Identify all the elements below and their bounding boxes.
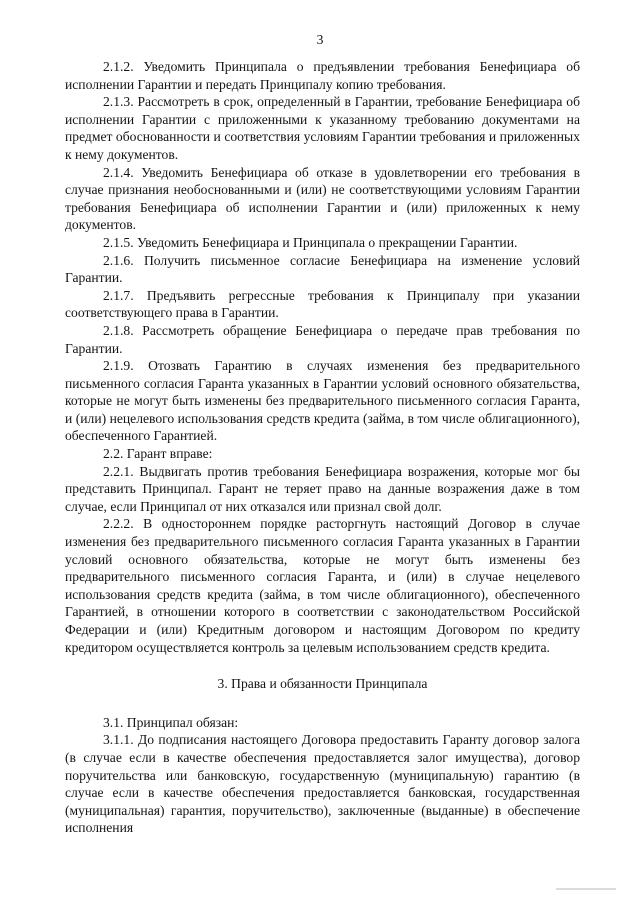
clause-2-2: 2.2. Гарант вправе: [103, 446, 213, 462]
clause-2-1-2: 2.1.2. Уведомить Принципала о предъявлении требования Бенефициара об исполнении Гарантии и передать Принципалу копию требования. [65, 59, 580, 92]
clause-2-1-8: 2.1.8. Рассмотреть обращение Бенефициара о передаче прав требования по Гарантии. [65, 322, 580, 356]
scan-artifact [556, 888, 616, 890]
clause-2-1-9: 2.1.9. Отозвать Гарантию в случаях изменения без предварительного письменного согласия Гаранта указанных в Гарантии условий основного обязательства, которые не могут быть изменены без предварительного письменного согласия Гаранта, и (или) нецелевого использования средств кредита (займа, в том числе облигационного), обеспеченного Гарантией. [65, 358, 580, 444]
clause-2-1-7: 2.1.7. Предъявить регрессные требования к Принципалу при указании соответствующего права в Гарантии. [65, 287, 580, 321]
clause-2-1-4: 2.1.4. Уведомить Бенефициара об отказе в удовлетворении его требования в случае признания необоснованными и (или) не соответствующими условиям Гарантии требования Бенефициара об исполнении Гарантии и (или) приложенных к нему документов. [65, 164, 580, 233]
clause-2-2-2: 2.2.2. В одностороннем порядке расторгнуть настоящий Договор в случае изменения без предварительного письменного согласия Гаранта указанных в Гарантии условий основного обязательства, которые не могут быть изменены без предварительного письменного согласия Гаранта, и (или) в случае нецелевого использования средств кредита (займа, в том числе облигационного), обеспеченного Гарантией, в отношении которого в соответствии с законодательством Российской Федерации и (или) Кредитным договором и настоящим Договором по кредиту кредитором осуществляется контроль за целевым использованием средств кредита. [65, 516, 580, 655]
page-number: 3 [316, 32, 324, 47]
clause-2-1-3: 2.1.3. Рассмотреть в срок, определенный в Гарантии, требование Бенефициара об исполнении Гарантии с приложенными к указанному требованию документами на предмет обоснованности и соответствия условиям Гарантии требования и приложенных к нему документов. [65, 94, 580, 162]
clause-3-1-1: 3.1.1. До подписания настоящего Договора предоставить Гаранту договор залога (в случае если в качестве обеспечения предоставляется залог имущества), договор поручительства или банковскую, государственную (муниципальную) гарантию (в случае если в качестве обеспечения предоставляется банковская, государственная (муниципальная) гарантия, поручительство), заключенные (выданные) в обеспечение исполнения [65, 732, 580, 836]
document-body [65, 58, 580, 837]
clause-3-1: 3.1. Принципал обязан: [103, 714, 239, 730]
clause-2-1-5: 2.1.5. Уведомить Бенефициара и Принципала о прекращении Гарантии. [103, 234, 518, 250]
clause-2-2-1: 2.2.1. Выдвигать против требования Бенефициара возражения, которые мог бы представить Принципал. Гарант не теряет право на данные возражения даже в том случае, если Принципал от них отказался или признал свой долг. [65, 463, 580, 514]
section-heading: 3. Права и обязанности Принципала [217, 676, 428, 692]
clause-2-1-6: 2.1.6. Получить письменное согласие Бенефициара на изменение условий Гарантии. [65, 252, 580, 286]
